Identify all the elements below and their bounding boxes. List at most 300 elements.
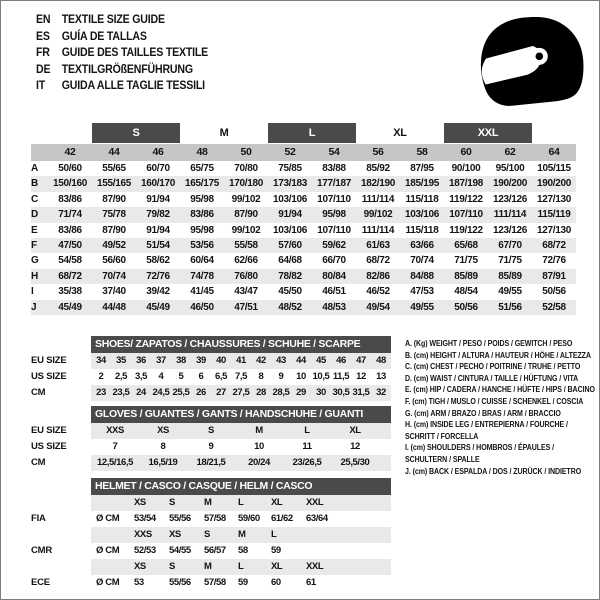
language-row (36, 29, 208, 46)
measurement-value: 95/98 (190, 193, 214, 205)
row-body (91, 439, 391, 455)
language-label: GUIDA ALLE TAGLIE TESSILI (61, 80, 205, 93)
gloves-cell: 9 (208, 441, 214, 452)
measurement-value: 107/110 (317, 193, 351, 205)
standard-label: CMR (31, 545, 53, 556)
measurement-value: 72/76 (542, 255, 566, 267)
gloves-cell: 20/24 (248, 457, 270, 468)
helmet-size-label: M (204, 561, 212, 572)
language-code: FR (36, 47, 50, 60)
measurement-value: 177/187 (316, 178, 352, 190)
helmet-value: 53 (134, 577, 144, 588)
group-spacer (48, 123, 92, 143)
measurement-value: 71/75 (454, 255, 478, 267)
size-number: 50 (240, 146, 252, 158)
helmet-size-label: XL (271, 561, 283, 572)
size-number-row (31, 144, 576, 161)
helmet-size-row (31, 559, 391, 575)
row-letter: B (31, 178, 38, 190)
gloves-cell: 10 (254, 441, 264, 452)
measurement-value: 115/118 (405, 193, 439, 205)
row-body (91, 511, 391, 527)
measurement-value: 187/198 (448, 178, 484, 190)
shoes-cell: 43 (276, 355, 286, 366)
measurement-value: 65/75 (190, 163, 214, 174)
measurement-value: 99/102 (363, 209, 393, 221)
measurement-value: 103/106 (404, 209, 440, 221)
size-group-l: L (268, 123, 356, 143)
helmet-value: 56/57 (204, 545, 226, 556)
measurement-row (31, 253, 576, 268)
measurement-value: 47/50 (58, 239, 82, 251)
measurement-row (31, 300, 576, 315)
measurement-value: 107/110 (317, 224, 351, 236)
shoes-cell: 38 (176, 355, 186, 366)
helmet-svg (475, 14, 590, 109)
measurement-value: 35/38 (58, 286, 82, 298)
shoes-cell: 27,5 (232, 387, 250, 398)
measurement-value: 95/98 (322, 209, 346, 221)
measurement-value: 54/58 (58, 255, 82, 267)
measurement-value: 85/89 (498, 270, 522, 282)
measurement-value: 66/70 (322, 255, 346, 267)
gloves-cell: XXS (106, 425, 124, 436)
shoes-cell: 4 (158, 371, 164, 382)
shoes-cell: 3,5 (134, 371, 147, 382)
size-group-xl: XL (393, 127, 407, 139)
size-number: 48 (196, 146, 208, 158)
measurement-value: 51/54 (146, 239, 170, 251)
measurement-value: 74/78 (190, 270, 214, 282)
measurement-value: 45/50 (278, 286, 302, 298)
measurement-value: 87/95 (410, 163, 434, 174)
helmet-size-label: S (169, 561, 175, 572)
measurement-value: 79/82 (146, 209, 170, 221)
measurement-value: 39/42 (146, 286, 170, 298)
language-row (36, 78, 208, 95)
measurement-value: 70/80 (234, 163, 258, 174)
gloves-row (31, 423, 391, 439)
gloves-cell: S (208, 425, 214, 436)
gloves-cell: 25,5/30 (340, 457, 370, 468)
row-body (91, 353, 391, 369)
helmet-value: 57/58 (204, 513, 226, 524)
measurement-row (31, 269, 576, 284)
measurement-value: 47/51 (234, 301, 258, 313)
racing-helmet-icon (475, 14, 590, 109)
measurement-value: 50/60 (58, 163, 82, 174)
measurement-value: 50/56 (454, 301, 478, 313)
shoes-cell: 28,5 (272, 387, 290, 398)
helmet-size-label: L (271, 529, 277, 540)
shoes-cell: 25,5 (172, 387, 190, 398)
measurement-value: 170/180 (228, 178, 264, 190)
measurement-value: 68/72 (58, 270, 82, 282)
shoes-cell: 46 (336, 355, 346, 366)
measurement-value: 68/72 (542, 239, 566, 251)
helmet-value-row (31, 511, 391, 527)
measurement-value: 67/70 (498, 239, 522, 251)
measurement-value: 44/48 (102, 301, 126, 313)
gloves-cell: XL (349, 425, 361, 436)
measurement-row (31, 238, 576, 253)
measurement-value: 95/98 (190, 224, 214, 236)
measurement-value: 111/114 (361, 193, 395, 205)
size-number: 62 (504, 146, 516, 158)
language-code: EN (36, 14, 51, 26)
language-label: TEXTILGRÖßENFÜHRUNG (61, 63, 193, 76)
measurement-value: 123/126 (492, 193, 528, 205)
size-number: 42 (64, 146, 76, 158)
language-code: IT (36, 80, 46, 93)
measurement-value: 55/65 (102, 163, 126, 174)
helmet-value: 61 (306, 577, 316, 588)
measurement-value: 173/183 (272, 178, 308, 190)
legend-item: B. (cm) HEIGHT / ALTURA / HAUTEUR / HÖHE / ALTEZZA (405, 349, 591, 360)
helmet-size-label: XS (169, 529, 181, 540)
row-label: EU SIZE (31, 425, 67, 436)
shoes-cell: 9 (278, 371, 284, 382)
measurement-value: 43/47 (234, 286, 258, 298)
size-spacer (91, 495, 134, 511)
legend-item: E. (cm) HIP / CADERA / HANCHE / HÜFTE / HIPS / BACINO (405, 384, 595, 395)
measurement-value: 83/86 (190, 209, 214, 221)
helmet-size-label: S (169, 497, 175, 508)
helmet-value: 52/53 (134, 545, 156, 556)
helmet-size-label: XS (134, 561, 146, 572)
measurement-row (31, 176, 576, 191)
shoes-cell: 27 (216, 387, 226, 398)
shoes-cell: 31,5 (352, 387, 370, 398)
measurement-value: 48/53 (322, 301, 346, 313)
row-label (31, 495, 91, 511)
shoes-cell: 24,5 (152, 387, 170, 398)
measurement-value: 155/165 (96, 178, 132, 190)
language-row (36, 45, 208, 62)
row-letter: E (31, 224, 38, 236)
helmet-size-label: M (238, 529, 246, 540)
size-spacer (91, 559, 134, 575)
gloves-row (31, 439, 391, 455)
measurement-value: 91/94 (278, 209, 302, 221)
size-number: 46 (152, 146, 164, 158)
measurement-value: 115/118 (405, 224, 439, 236)
gloves-cell: 8 (160, 441, 166, 452)
measurement-value: 83/86 (58, 224, 82, 236)
unit-label: Ø CM (96, 577, 120, 588)
row-label: CM (31, 387, 46, 398)
helmet-table (31, 478, 391, 591)
measurement-value: 49/55 (498, 286, 522, 298)
measurement-value: 47/53 (410, 286, 434, 298)
measurement-value: 119/122 (449, 224, 483, 236)
helmet-value: 63/64 (306, 513, 328, 524)
legend-item: A. (Kg) WEIGHT / PESO / POIDS / GEWITCH / PESO (405, 338, 573, 348)
shoes-cell: 26 (196, 387, 206, 398)
size-number: 64 (548, 146, 560, 158)
measurement-value: 68/72 (366, 255, 390, 267)
measurement-value: 84/88 (410, 270, 434, 282)
shoes-cell: 42 (256, 355, 266, 366)
measurement-value: 49/55 (410, 301, 434, 313)
shoes-cell: 29 (296, 387, 306, 398)
measurement-value: 78/82 (278, 270, 302, 282)
measurement-value: 150/160 (52, 178, 88, 190)
measurement-value: 70/74 (102, 270, 126, 282)
measurement-value: 85/89 (454, 270, 478, 282)
row-label: US SIZE (31, 441, 67, 452)
measurement-value: 59/62 (322, 239, 346, 251)
measurement-value: 65/68 (454, 239, 478, 251)
measurement-value: 99/102 (231, 193, 261, 205)
row-letter: F (31, 239, 37, 251)
measurement-value: 50/56 (542, 286, 566, 298)
shoes-cell: 39 (196, 355, 206, 366)
measurement-value: 103/106 (272, 193, 308, 205)
shoes-row (31, 353, 391, 369)
measurement-value: 63/66 (410, 239, 434, 251)
helmet-size-label: S (204, 529, 210, 540)
size-group-s: S (92, 123, 180, 143)
helmet-value: 58 (238, 545, 248, 556)
standard-label: FIA (31, 513, 46, 524)
measurement-value: 99/102 (231, 224, 261, 236)
measurement-value: 71/74 (58, 209, 82, 221)
gloves-cell: L (304, 425, 310, 436)
helmet-value: 59 (271, 545, 281, 556)
size-group-row (31, 123, 576, 143)
measurement-value: 52/58 (542, 301, 566, 313)
group-spacer (31, 123, 48, 143)
measurement-value: 85/92 (366, 163, 390, 174)
shoes-row (31, 385, 391, 401)
measurement-value: 111/114 (361, 224, 395, 236)
helmet-size-label: L (238, 561, 244, 572)
row-body (91, 495, 391, 511)
measurement-value: 76/80 (234, 270, 258, 282)
helmet-size-label: L (238, 497, 244, 508)
shoes-cell: 41 (236, 355, 246, 366)
measurement-value: 127/130 (536, 224, 572, 236)
legend-item: H. (cm) INSIDE LEG / ENTREPIERNA / FOURCHE / SCHRITT / FORCELLA (405, 419, 568, 441)
language-label: GUIDE DES TAILLES TEXTILE (61, 47, 209, 60)
measurement-value: 48/52 (278, 301, 302, 313)
shoes-cell: 24 (136, 387, 146, 398)
row-letter: A (31, 163, 38, 174)
helmet-value: 55/56 (169, 513, 191, 524)
measurement-value: 185/195 (404, 178, 440, 190)
row-label (31, 559, 91, 575)
legend-item: J. (cm) BACK / ESPALDA / DOS / ZURÜCK / INDIETRO (405, 465, 582, 476)
measurement-value: 46/50 (190, 301, 214, 313)
measurement-value: 49/52 (102, 239, 126, 251)
measurement-value: 46/52 (366, 286, 390, 298)
measurement-value: 57/60 (278, 239, 302, 251)
measurement-value: 182/190 (360, 178, 396, 190)
size-number: 58 (416, 146, 428, 158)
helmet-value: 61/62 (271, 513, 293, 524)
size-spacer (31, 144, 48, 161)
measurement-value: 127/130 (536, 193, 572, 205)
gloves-cell: 11 (302, 441, 312, 452)
gloves-cell: 7 (112, 441, 118, 452)
gloves-cell: 23/26,5 (292, 457, 322, 468)
gloves-cell: 18/21,5 (196, 457, 226, 468)
measurement-value: 90/100 (451, 163, 481, 174)
size-number: 44 (108, 146, 120, 158)
language-row (36, 12, 208, 29)
shoes-cell: 5 (178, 371, 184, 382)
helmet-size-label: XS (134, 497, 146, 508)
helmet-value: 55/56 (169, 577, 191, 588)
measurement-value: 37/40 (102, 286, 126, 298)
gloves-cell: XS (157, 425, 169, 436)
row-body (91, 527, 391, 543)
helmet-size-row (31, 527, 391, 543)
measurement-value: 48/54 (454, 286, 478, 298)
helmet-size-label: M (204, 497, 212, 508)
shoes-cell: 44 (296, 355, 306, 366)
textile-table (31, 123, 576, 315)
row-letter: H (31, 270, 38, 282)
measurement-value: 115/119 (537, 209, 571, 221)
measurement-value: 46/51 (322, 286, 346, 298)
measurement-value: 60/70 (146, 163, 170, 174)
shoes-cell: 34 (96, 355, 106, 366)
measurement-value: 58/62 (146, 255, 170, 267)
measurement-value: 103/106 (272, 224, 308, 236)
helmet-value: 60 (271, 577, 281, 588)
language-list (36, 12, 208, 95)
shoes-cell: 11,5 (332, 371, 350, 382)
legend-item: I. (cm) SHOULDERS / HOMBROS / ÉPAULES / SCHULTERN / SPALLE (405, 442, 554, 464)
language-label: TEXTILE SIZE GUIDE (61, 14, 165, 26)
row-body (91, 543, 391, 559)
measurement-value: 61/63 (366, 239, 390, 251)
shoes-cell: 37 (156, 355, 166, 366)
measurement-value: 87/90 (102, 193, 126, 205)
helmet-value: 59 (238, 577, 248, 588)
legend-item: F. (cm) TIGH / MUSLO / CUISSE / SCHENKEL / COSCIA (405, 395, 584, 406)
shoes-cell: 28 (256, 387, 266, 398)
row-label: US SIZE (31, 371, 67, 382)
size-number: 60 (460, 146, 472, 158)
measurement-value: 119/122 (449, 193, 483, 205)
language-label: GUÍA DE TALLAS (61, 30, 147, 43)
helmet-value: 54/55 (169, 545, 191, 556)
shoes-cell: 30 (316, 387, 326, 398)
shoes-cell: 7,5 (234, 371, 247, 382)
row-label: EU SIZE (31, 355, 67, 366)
shoes-cell: 32 (376, 387, 386, 398)
measurement-value: 56/60 (102, 255, 126, 267)
measurement-value: 71/75 (498, 255, 522, 267)
language-row (36, 62, 208, 79)
shoes-cell: 23 (96, 387, 106, 398)
gloves-cell: 12,5/16,5 (96, 457, 134, 468)
legend-item: G. (cm) ARM / BRAZO / BRAS / ARM / BRACCIO (405, 407, 561, 418)
measurement-value: 91/94 (146, 224, 170, 236)
measurement-value: 55/58 (234, 239, 258, 251)
measurement-value: 49/54 (366, 301, 390, 313)
legend-list (405, 338, 595, 477)
measurement-row (31, 284, 576, 299)
shoes-cell: 10 (296, 371, 306, 382)
shoes-cell: 47 (356, 355, 366, 366)
measurement-value: 45/49 (146, 301, 170, 313)
helmet-value: 59/60 (238, 513, 260, 524)
helmet-size-label: XL (271, 497, 283, 508)
measurement-value: 190/200 (492, 178, 528, 190)
measurement-value: 45/49 (58, 301, 82, 313)
helmet-size-label: XXL (306, 561, 324, 572)
measurement-value: 53/56 (190, 239, 214, 251)
measurement-value: 91/94 (146, 193, 170, 205)
size-number: 54 (328, 146, 340, 158)
measurement-value: 107/110 (449, 209, 483, 221)
gloves-cell: M (255, 425, 263, 436)
shoes-cell: 2,5 (114, 371, 127, 382)
helmet-value-row (31, 575, 391, 591)
measurement-value: 75/78 (102, 209, 126, 221)
gloves-cell: 12 (350, 441, 360, 452)
shoes-table (31, 336, 391, 401)
measurement-value: 95/100 (495, 163, 525, 174)
helmet-size-label: XXL (306, 497, 324, 508)
unit-label: Ø CM (96, 545, 120, 556)
measurement-value: 160/170 (140, 178, 176, 190)
shoes-cell: 13 (376, 371, 386, 382)
gloves-row (31, 455, 391, 471)
shoes-row (31, 369, 391, 385)
shoes-cell: 40 (216, 355, 226, 366)
helmet-value: 53/54 (134, 513, 156, 524)
shoes-cell: 36 (136, 355, 146, 366)
gloves-title: GLOVES / GUANTES / GANTS / HANDSCHUHE / GUANTI (91, 406, 391, 423)
shoes-cell: 6 (198, 371, 204, 382)
row-label: CM (31, 457, 46, 468)
row-letter: D (31, 209, 38, 221)
measurement-value: 105/115 (537, 163, 571, 174)
measurement-value: 62/66 (234, 255, 258, 267)
measurement-value: 70/74 (410, 255, 434, 267)
language-code: DE (36, 63, 51, 76)
legend-item: D. (cm) WAIST / CINTURA / TAILLE / HÜFTUNG / VITA (405, 372, 579, 383)
row-label (31, 527, 91, 543)
measurement-value: 60/64 (190, 255, 214, 267)
size-spacer (91, 527, 134, 543)
measurement-value: 83/88 (322, 163, 346, 174)
measurement-value: 87/91 (542, 270, 566, 282)
measurement-value: 87/90 (234, 209, 258, 221)
measurement-value: 83/86 (58, 193, 82, 205)
shoes-cell: 2 (98, 371, 104, 382)
row-body (91, 575, 391, 591)
measurement-row (31, 161, 576, 176)
measurement-value: 72/76 (146, 270, 170, 282)
measurement-value: 41/45 (190, 286, 214, 298)
size-number: 52 (284, 146, 296, 158)
measurement-row (31, 192, 576, 207)
row-body (91, 423, 391, 439)
shoes-cell: 45 (316, 355, 326, 366)
unit-label: Ø CM (96, 513, 120, 524)
measurement-value: 82/86 (366, 270, 390, 282)
legend-item: C. (cm) CHEST / PECHO / POITRINE / TRUHE / PETTO (405, 361, 581, 372)
row-letter: G (31, 255, 39, 267)
measurement-value: 165/175 (184, 178, 220, 190)
shoes-cell: 23,5 (112, 387, 130, 398)
